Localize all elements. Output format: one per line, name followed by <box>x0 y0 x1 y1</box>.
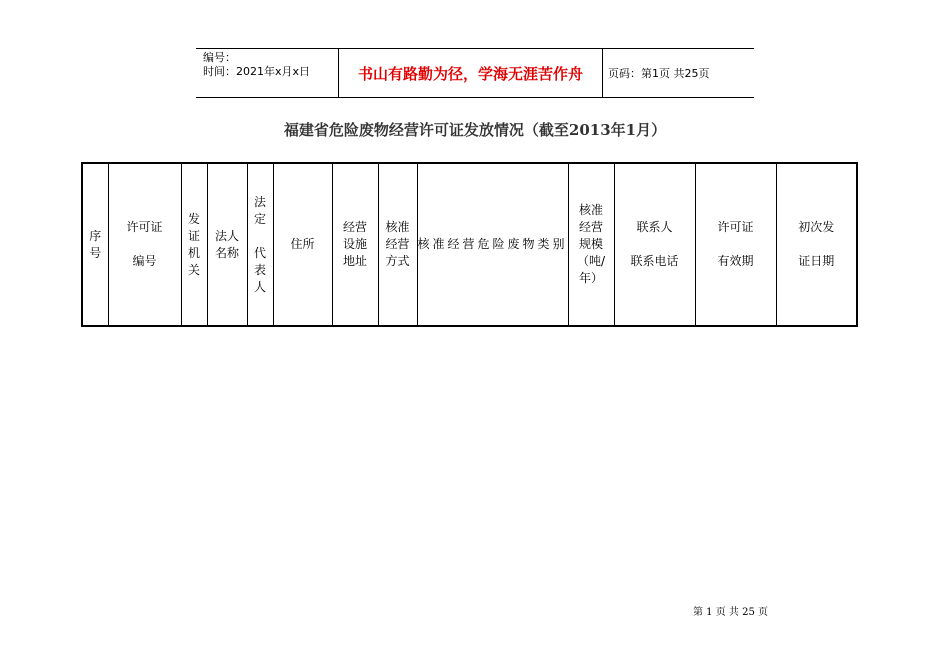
column-header-line: 设施 <box>342 237 367 251</box>
column-header-line: 号 <box>89 245 102 260</box>
column-header-line: 核准 <box>578 203 603 217</box>
column-header-line: 核准 <box>385 220 410 234</box>
column-header-text <box>717 219 753 270</box>
column-header-5 <box>247 163 273 326</box>
column-header-2 <box>108 163 181 326</box>
column-header-text <box>188 211 200 279</box>
page-footer: 第 1 页 共 25 页 <box>693 607 768 618</box>
column-header-line <box>798 236 834 253</box>
column-header-11 <box>614 163 695 326</box>
column-header-1 <box>82 163 108 326</box>
column-header-line: 许可证 <box>126 220 163 234</box>
column-header-line: 表 <box>253 262 266 277</box>
header-motto <box>339 49 603 97</box>
column-header-line: 方式 <box>385 254 410 268</box>
column-header-text <box>254 194 266 296</box>
column-header-13 <box>776 163 857 326</box>
column-header-text <box>630 219 678 270</box>
column-header-line: 人 <box>253 279 266 294</box>
column-header-line: 名称 <box>214 245 239 260</box>
column-header-line <box>717 236 753 253</box>
header-page-code <box>603 49 754 97</box>
column-header-line: 证日期 <box>798 254 835 268</box>
column-header-line: 经营 <box>578 220 603 234</box>
column-header-line: 核准经营危险废物类别 <box>417 237 568 251</box>
column-header-line: 发 <box>187 211 200 226</box>
column-header-line: 关 <box>187 262 200 277</box>
column-header-12 <box>695 163 776 326</box>
column-header-text <box>290 236 314 253</box>
column-header-line <box>126 236 162 253</box>
header-meta <box>196 49 339 97</box>
column-header-text <box>343 219 367 270</box>
time-label: 时间：2021年x月x日 <box>203 65 311 78</box>
column-header-text <box>126 219 162 270</box>
column-header-line: 代 <box>253 245 266 260</box>
column-header-line: 法 <box>253 194 266 209</box>
column-header-line: 序 <box>89 228 102 243</box>
column-header-line <box>630 236 678 253</box>
column-header-line: 地址 <box>342 254 367 268</box>
column-header-8 <box>378 163 417 326</box>
column-header-text <box>215 228 239 262</box>
column-header-text <box>798 219 834 270</box>
column-header-text <box>89 228 101 262</box>
table-header-row <box>82 163 857 326</box>
page-header <box>196 48 754 98</box>
column-header-text <box>385 219 409 270</box>
column-header-line: 定 <box>253 211 266 226</box>
column-header-line: 经营 <box>342 220 367 234</box>
column-header-10 <box>568 163 614 326</box>
column-header-3 <box>181 163 207 326</box>
column-header-text <box>418 236 568 253</box>
column-header-line: 编号 <box>132 254 157 268</box>
column-header-line: 联系电话 <box>630 254 679 268</box>
column-header-9 <box>417 163 568 326</box>
column-header-line: 许可证 <box>717 220 754 234</box>
column-header-text <box>577 202 605 287</box>
column-header-line: 法人 <box>214 228 239 243</box>
column-header-line: 经营 <box>385 237 410 251</box>
license-table <box>81 162 858 327</box>
column-header-line: 证 <box>187 228 200 243</box>
column-header-line: 住所 <box>290 237 315 251</box>
page-code-text: 页码：第1页 共25页 <box>608 67 710 80</box>
column-header-line: 有效期 <box>717 254 754 268</box>
column-header-line: 联系人 <box>636 220 673 234</box>
number-label: 编号： <box>203 51 236 64</box>
column-header-line: 初次发 <box>798 220 835 234</box>
document-title: 福建省危险废物经营许可证发放情况（截至2013年1月） <box>283 121 667 139</box>
column-header-6 <box>273 163 332 326</box>
column-header-line: 机 <box>187 245 200 260</box>
column-header-line: 年） <box>578 271 603 285</box>
column-header-line: 规模 <box>578 237 603 251</box>
column-header-7 <box>332 163 378 326</box>
column-header-line: （吨/ <box>576 254 606 268</box>
motto-text: 书山有路勤为径，学海无涯苦作舟 <box>357 64 583 83</box>
column-header-4 <box>207 163 247 326</box>
column-header-line <box>254 228 266 245</box>
